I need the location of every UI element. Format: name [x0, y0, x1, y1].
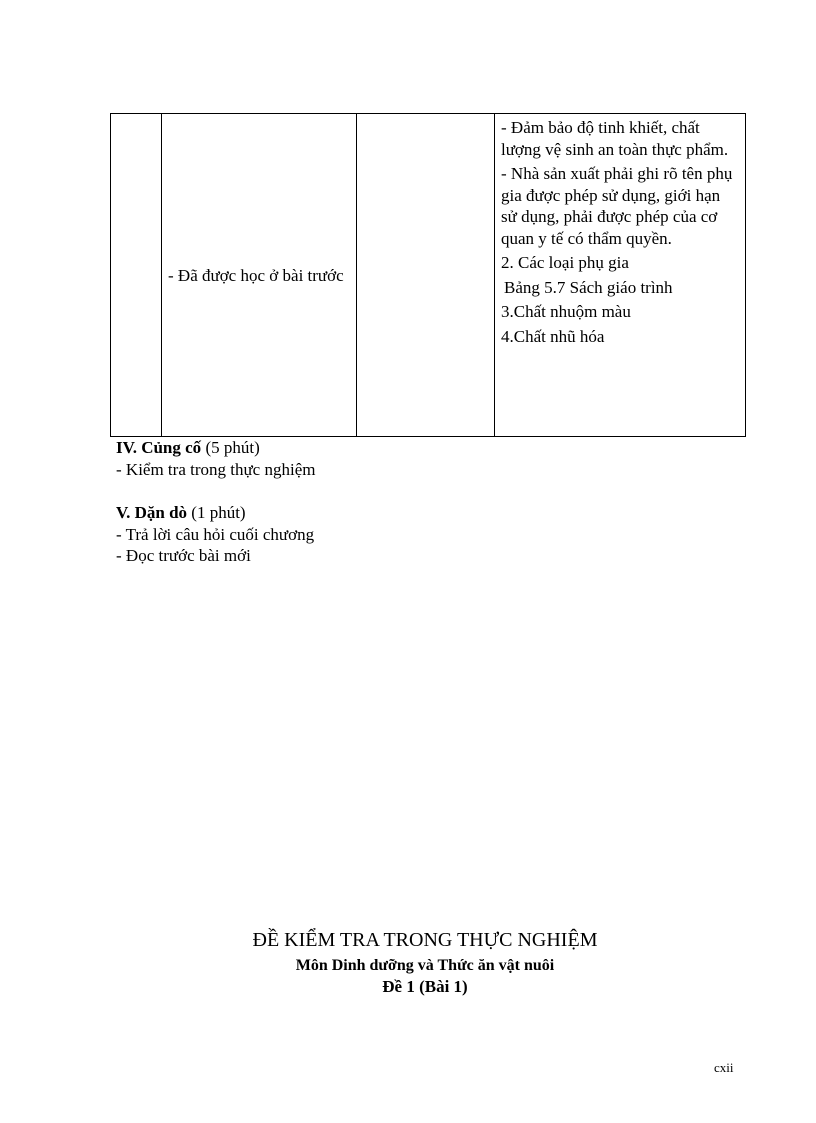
- table-row: [111, 114, 746, 437]
- section-item: - Kiểm tra trong thực nghiệm: [116, 459, 316, 479]
- lesson-table: [110, 113, 746, 437]
- exam-variant: Đề 1 (Bài 1): [382, 977, 468, 996]
- table-cell-activity: [357, 114, 495, 437]
- page-number: cxii: [714, 1060, 734, 1075]
- content-line: Bảng 5.7 Sách giáo trình: [504, 277, 673, 297]
- section-homework: [116, 502, 314, 567]
- content-list: [495, 114, 745, 347]
- table-cell-stage: [111, 114, 162, 437]
- section-item: - Trả lời câu hỏi cuối chương: [116, 524, 315, 544]
- content-line: 4.Chất nhũ hóa: [501, 326, 605, 346]
- table-cell-prior-knowledge: [162, 114, 357, 437]
- section-heading-line: [116, 437, 315, 459]
- table-cell-content: [495, 114, 746, 437]
- section-heading-line: [116, 502, 314, 524]
- exam-subtitle: Môn Dinh dưỡng và Thức ăn vật nuôi: [295, 957, 555, 974]
- section-duration: (5 phút): [201, 438, 260, 457]
- exam-title: ĐỀ KIỂM TRA TRONG THỰC NGHIỆM: [252, 929, 598, 951]
- content-line: - Nhà sản xuất phải ghi rõ tên phụ gia được phép sử dụng, giới hạn sử dụng, phải được phép của cơ quan y tế có thẩm quyền.: [501, 164, 733, 248]
- section-duration: (1 phút): [187, 503, 246, 522]
- content-line: - Đảm bảo độ tinh khiết, chất lượng vệ sinh an toàn thực phẩm.: [501, 118, 729, 159]
- section-consolidation: [116, 437, 315, 480]
- content-line: 2. Các loại phụ gia: [501, 253, 629, 272]
- section-heading: V. Dặn dò: [116, 503, 188, 522]
- content-line: 3.Chất nhuộm màu: [501, 302, 631, 321]
- section-item: - Đọc trước bài mới: [116, 546, 251, 565]
- section-heading: IV. Củng cố: [116, 438, 202, 457]
- prior-knowledge-text: - Đã được học ở bài trước: [168, 265, 344, 285]
